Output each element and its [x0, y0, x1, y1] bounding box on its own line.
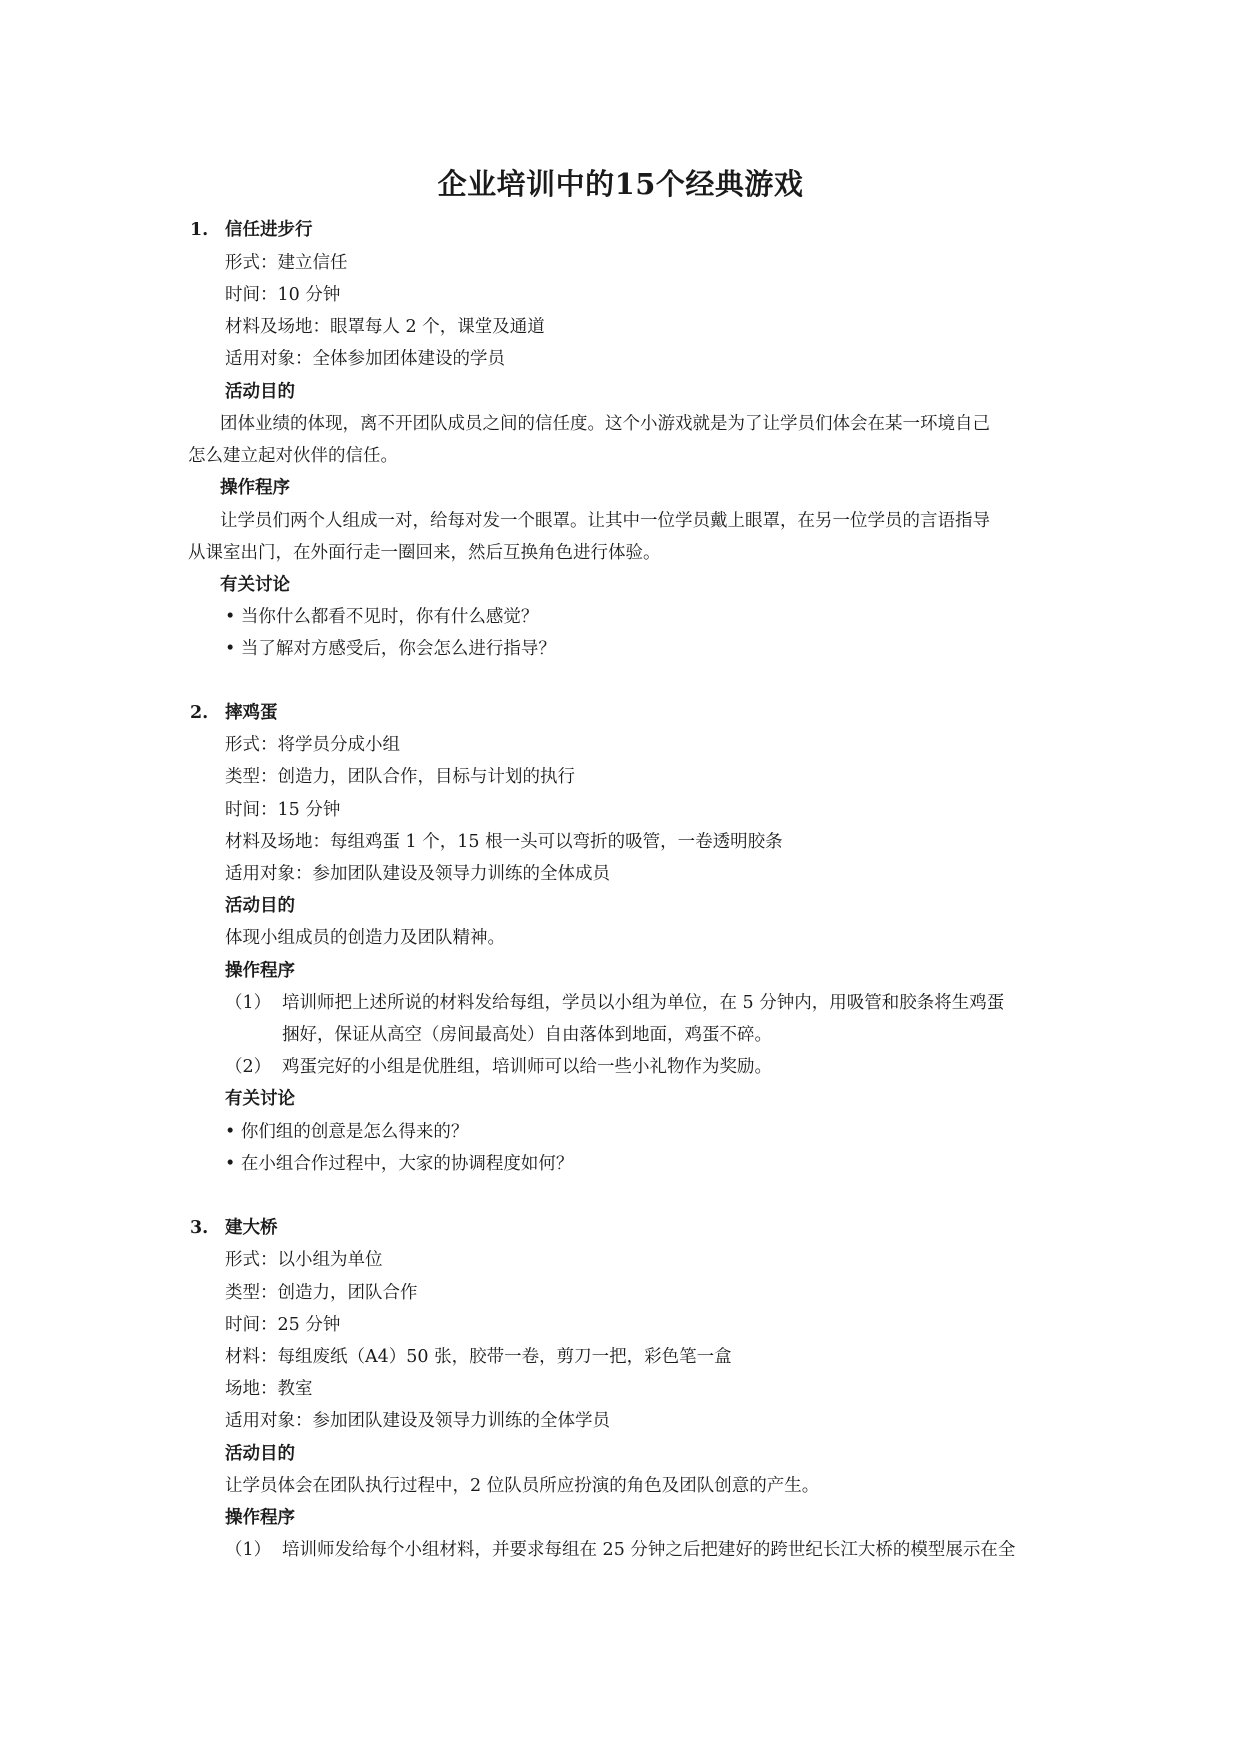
game-2-purpose-heading: 活动目的	[225, 896, 295, 916]
game-2-step-1-line-2: 捆好，保证从高空（房间最高处）自由落体到地面，鸡蛋不碎。	[282, 1025, 772, 1045]
game-1-discussion-item-1: • 当你什么都看不见时，你有什么感觉？	[225, 607, 539, 627]
game-2-target: 适用对象：参加团队建设及领导力训练的全体成员	[225, 864, 610, 884]
game-2-discussion-heading: 有关讨论	[225, 1089, 295, 1109]
game-3-form: 形式：以小组为单位	[225, 1250, 383, 1270]
game-2-discussion-item-2: • 在小组合作过程中，大家的协调程度如何？	[225, 1154, 574, 1174]
game-1-target: 适用对象：全体参加团体建设的学员	[225, 349, 505, 369]
game-3-procedure-heading: 操作程序	[225, 1508, 295, 1528]
game-3-target: 适用对象：参加团队建设及领导力训练的全体学员	[225, 1411, 610, 1431]
game-2-time: 时间：15 分钟	[225, 800, 341, 820]
game-2-number: 2.	[190, 703, 209, 723]
game-3-type: 类型：创造力，团队合作	[225, 1283, 418, 1303]
game-2-step-2-label: （2）	[225, 1057, 272, 1077]
game-1-title: 信任进步行	[225, 220, 313, 240]
game-3-purpose-line-1: 让学员体会在团队执行过程中，2 位队员所应扮演的角色及团队创意的产生。	[225, 1476, 820, 1496]
game-3-step-1-line-1: 培训师发给每个小组材料，并要求每组在 25 分钟之后把建好的跨世纪长江大桥的模型展示在全	[282, 1540, 1016, 1560]
game-1-material: 材料及场地：眼罩每人 2 个，课堂及通道	[225, 317, 545, 337]
game-3-number: 3.	[190, 1218, 209, 1238]
game-2-title: 摔鸡蛋	[225, 703, 278, 723]
game-1-number: 1.	[190, 220, 209, 240]
game-1-procedure-line-2: 从课室出门，在外面行走一圈回来，然后互换角色进行体验。	[188, 543, 661, 563]
game-2-form: 形式：将学员分成小组	[225, 735, 400, 755]
game-3-purpose-heading: 活动目的	[225, 1444, 295, 1464]
game-2-step-1-label: （1）	[225, 993, 272, 1013]
game-2-discussion-item-1: • 你们组的创意是怎么得来的？	[225, 1122, 469, 1142]
game-1-purpose-heading: 活动目的	[225, 382, 295, 402]
game-1-time: 时间：10 分钟	[225, 285, 341, 305]
game-1-form: 形式：建立信任	[225, 253, 348, 273]
game-1-procedure-line-1: 让学员们两个人组成一对，给每对发一个眼罩。让其中一位学员戴上眼罩，在另一位学员的言语指导	[220, 511, 990, 531]
game-2-type: 类型：创造力，团队合作，目标与计划的执行	[225, 767, 575, 787]
game-1-purpose-line-1: 团体业绩的体现，离不开团队成员之间的信任度。这个小游戏就是为了让学员们体会在某一环境自己	[220, 414, 990, 434]
game-3-time: 时间：25 分钟	[225, 1315, 341, 1335]
game-1-discussion-item-2: • 当了解对方感受后，你会怎么进行指导？	[225, 639, 556, 659]
game-1-purpose-line-2: 怎么建立起对伙伴的信任。	[188, 446, 398, 466]
game-2-step-1-line-1: 培训师把上述所说的材料发给每组，学员以小组为单位，在 5 分钟内，用吸管和胶条将生鸡蛋	[282, 993, 1005, 1013]
game-2-procedure-heading: 操作程序	[225, 961, 295, 981]
game-3-material: 材料：每组废纸（A4）50 张，胶带一卷，剪刀一把，彩色笔一盒	[225, 1347, 732, 1367]
game-2-step-2-line-1: 鸡蛋完好的小组是优胜组，培训师可以给一些小礼物作为奖励。	[282, 1057, 772, 1077]
game-3-title: 建大桥	[225, 1218, 278, 1238]
game-3-place: 场地：教室	[225, 1379, 313, 1399]
page-title: 企业培训中的15个经典游戏	[437, 167, 804, 201]
game-2-purpose-line-1: 体现小组成员的创造力及团队精神。	[225, 928, 505, 948]
game-1-discussion-heading: 有关讨论	[220, 575, 290, 595]
game-2-material: 材料及场地：每组鸡蛋 1 个，15 根一头可以弯折的吸管，一卷透明胶条	[225, 832, 783, 852]
game-1-procedure-heading: 操作程序	[220, 478, 290, 498]
game-3-step-1-label: （1）	[225, 1540, 272, 1560]
